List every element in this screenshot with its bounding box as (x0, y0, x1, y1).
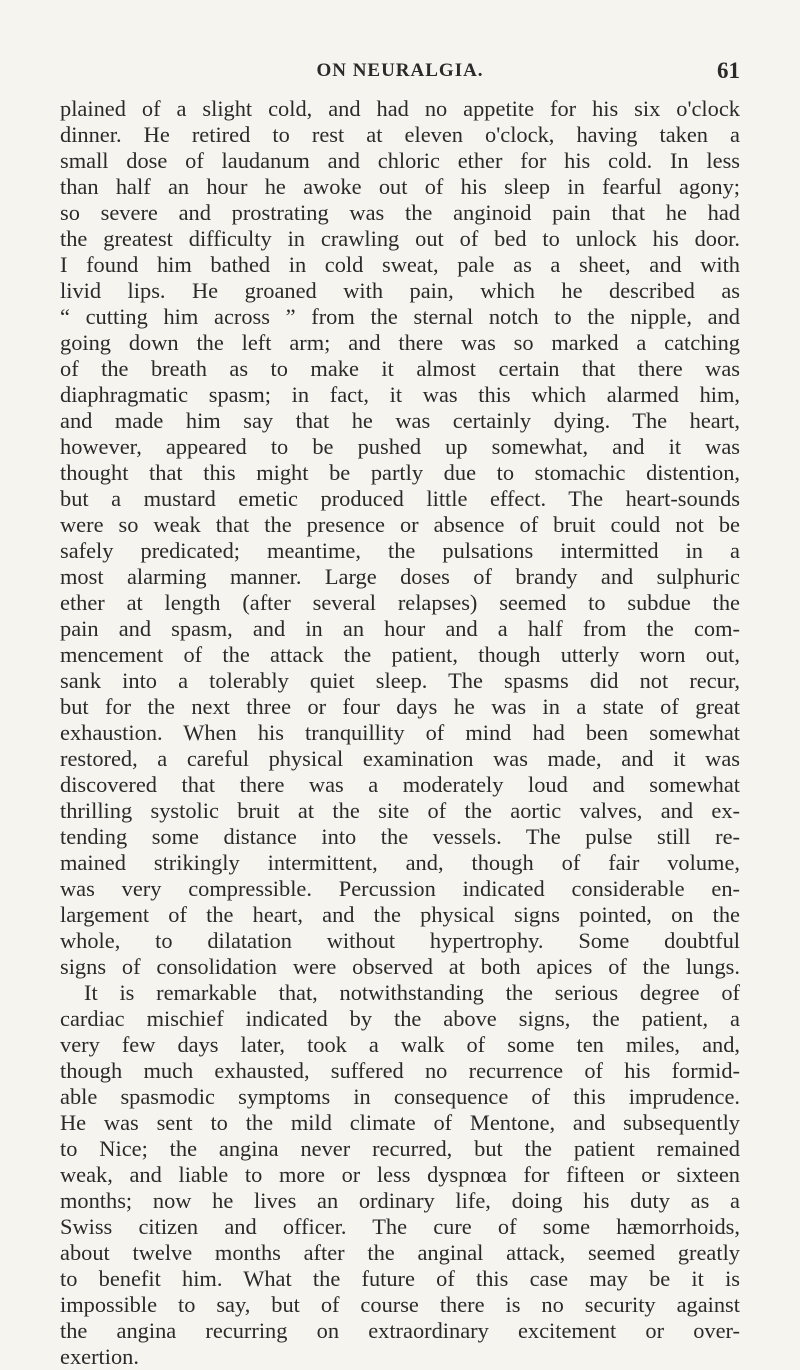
text-line: was very compressible. Percussion indicated considerable en- (60, 876, 740, 901)
text-line: able spasmodic symptoms in consequence of this imprudence. (60, 1084, 740, 1109)
text-line: months; now he lives an ordinary life, doing his duty as a (60, 1188, 740, 1213)
text-line: sank into a tolerably quiet sleep. The spasms did not recur, (60, 668, 740, 693)
text-line: going down the left arm; and there was so marked a catching (60, 330, 740, 355)
text-line: the angina recurring on extraordinary excitement or over- (60, 1318, 740, 1343)
text-line: mained strikingly intermittent, and, though of fair volume, (60, 850, 740, 875)
text-line: thought that this might be partly due to stomachic distention, (60, 460, 740, 485)
text-line: He was sent to the mild climate of Mentone, and subsequently (60, 1110, 740, 1135)
text-line: livid lips. He groaned with pain, which he described as (60, 278, 740, 303)
text-line: I found him bathed in cold sweat, pale as a sheet, and with (60, 252, 740, 277)
text-line: most alarming manner. Large doses of brandy and sulphuric (60, 564, 740, 589)
text-line: pain and spasm, and in an hour and a half from the com- (60, 616, 740, 641)
running-head (60, 58, 740, 88)
text-line: Swiss citizen and officer. The cure of some hæmorrhoids, (60, 1214, 740, 1239)
text-line: however, appeared to be pushed up somewhat, and it was (60, 434, 740, 459)
text-line: were so weak that the presence or absence of bruit could not be (60, 512, 740, 537)
text-line: safely predicated; meantime, the pulsations intermitted in a (60, 538, 740, 563)
text-line: ether at length (after several relapses) seemed to subdue the (60, 590, 740, 615)
text-line: tending some distance into the vessels. The pulse still re- (60, 824, 740, 849)
text-line: small dose of laudanum and chloric ether for his cold. In less (60, 148, 740, 173)
text-line: exhaustion. When his tranquillity of mind had been somewhat (60, 720, 740, 745)
text-line: weak, and liable to more or less dyspnœa for fifteen or sixteen (60, 1162, 740, 1187)
text-line: to Nice; the angina never recurred, but the patient remained (60, 1136, 740, 1161)
paragraph-first-line: It is remarkable that, notwithstanding the serious degree of (84, 980, 740, 1005)
text-line: than half an hour he awoke out of his sleep in fearful agony; (60, 174, 740, 199)
text-line: plained of a slight cold, and had no appetite for his six o'clock (60, 96, 740, 121)
text-line: to benefit him. What the future of this case may be it is (60, 1266, 740, 1291)
text-line: thrilling systolic bruit at the site of the aortic valves, and ex- (60, 798, 740, 823)
text-line: impossible to say, but of course there is no security against (60, 1292, 740, 1317)
text-line: whole, to dilatation without hypertrophy. Some doubtful (60, 928, 740, 953)
text-line: exertion. (60, 1344, 139, 1369)
text-line: but for the next three or four days he was in a state of great (60, 694, 740, 719)
text-line: diaphragmatic spasm; in fact, it was this which alarmed him, (60, 382, 740, 407)
text-line: so severe and prostrating was the anginoid pain that he had (60, 200, 740, 225)
text-line: of the breath as to make it almost certain that there was (60, 356, 740, 381)
text-line: and made him say that he was certainly dying. The heart, (60, 408, 740, 433)
text-line: cardiac mischief indicated by the above signs, the patient, a (60, 1006, 740, 1031)
text-line: signs of consolidation were observed at both apices of the lungs. (60, 954, 740, 979)
text-line: but a mustard emetic produced little effect. The heart-sounds (60, 486, 740, 511)
text-line: “ cutting him across ” from the sternal notch to the nipple, and (60, 304, 740, 329)
text-line: dinner. He retired to rest at eleven o'clock, having taken a (60, 122, 740, 147)
text-line: discovered that there was a moderately loud and somewhat (60, 772, 740, 797)
running-title: ON NEURALGIA. (316, 60, 484, 81)
text-line: about twelve months after the anginal attack, seemed greatly (60, 1240, 740, 1265)
text-line: though much exhausted, suffered no recurrence of his formid- (60, 1058, 740, 1083)
page-number: 61 (717, 58, 740, 83)
text-line: restored, a careful physical examination was made, and it was (60, 746, 740, 771)
text-line: largement of the heart, and the physical signs pointed, on the (60, 902, 740, 927)
text-line: mencement of the attack the patient, though utterly worn out, (60, 642, 740, 667)
text-line: the greatest difficulty in crawling out of bed to unlock his door. (60, 226, 740, 251)
text-line: very few days later, took a walk of some ten miles, and, (60, 1032, 740, 1057)
